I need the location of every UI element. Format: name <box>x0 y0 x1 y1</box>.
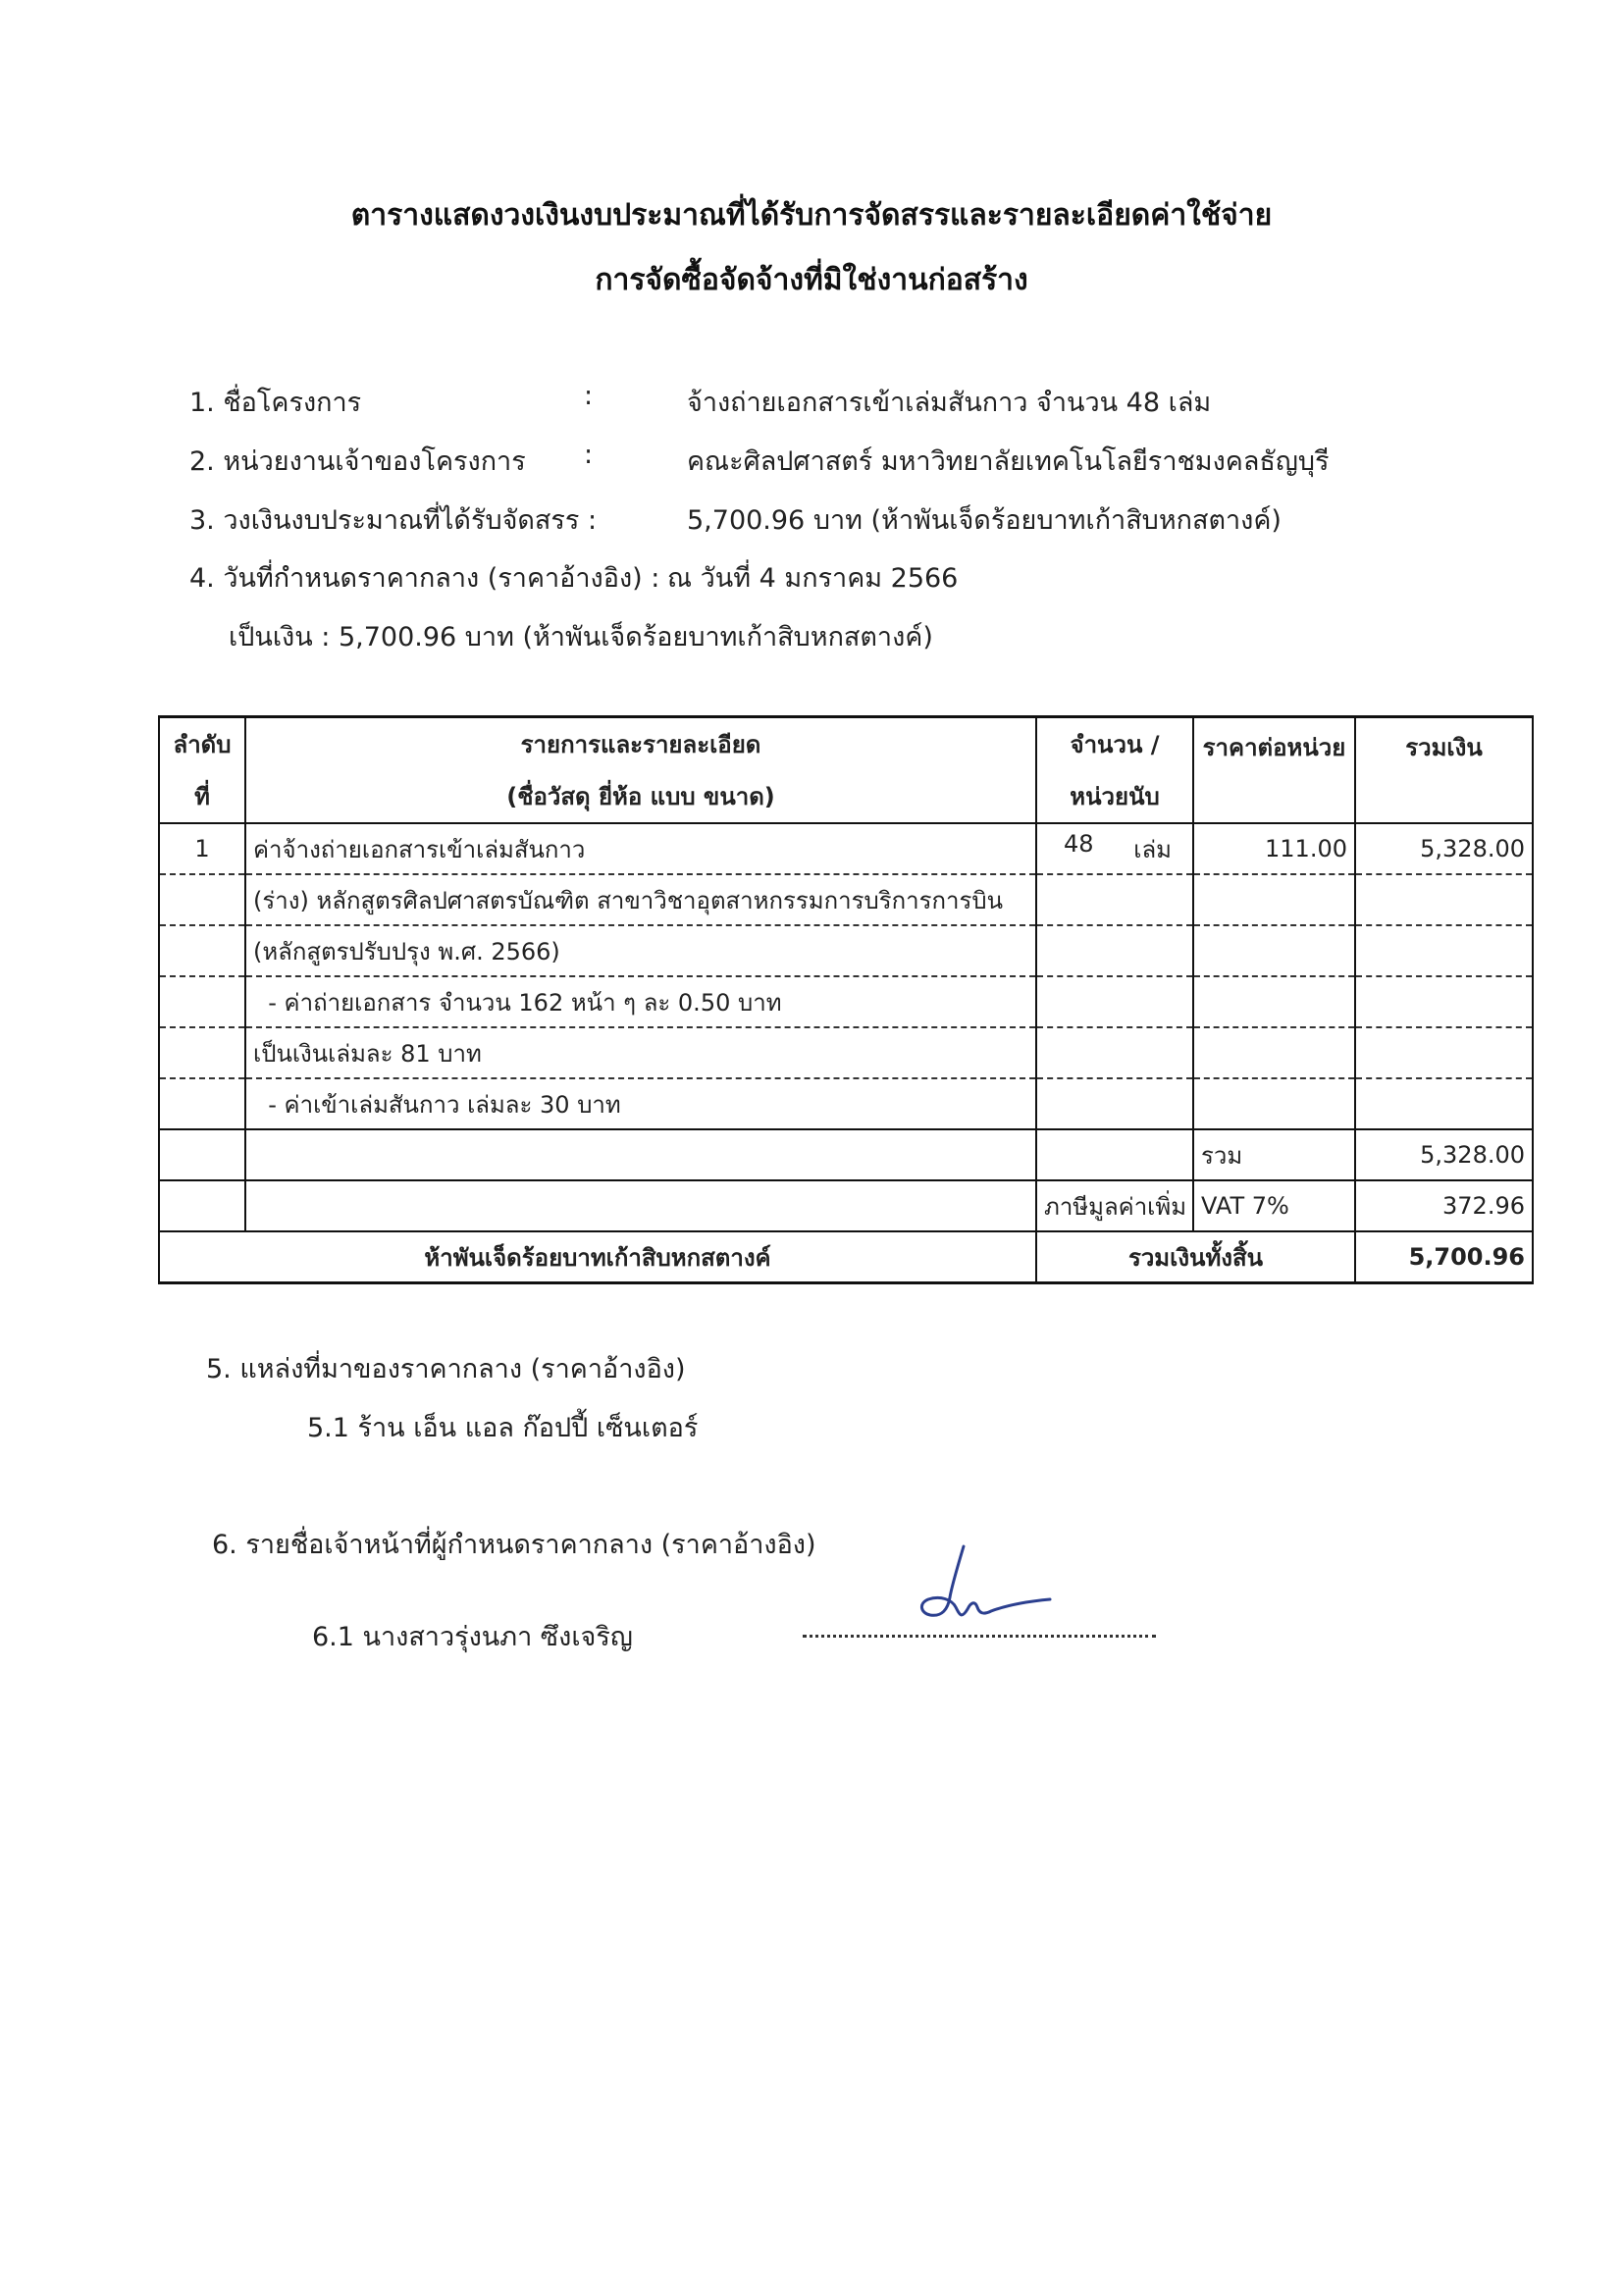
grand-total-words: ห้าพันเจ็ดร้อยบาทเก้าสิบหกสตางค์ <box>159 1231 1036 1283</box>
item-quantity <box>1036 823 1193 874</box>
reference-date-value: ณ วันที่ 4 มกราคม 2566 <box>667 563 959 594</box>
table-row <box>159 976 1533 1027</box>
detail-line: (ร่าง) หลักสูตรศิลปศาสตรบัณฑิต สาขาวิชาอุตสาหกรรมการบริการการบิน <box>245 874 1036 925</box>
grand-total-value: 5,700.96 <box>1355 1231 1533 1283</box>
source-heading: 5. แหล่งที่มาของราคากลาง (ราคาอ้างอิง) <box>206 1354 686 1384</box>
header-quantity-line2: หน่วยนับ <box>1036 770 1193 823</box>
source-item: 5.1 ร้าน เอ็น แอล ก๊อปปี้ เซ็นเตอร์ <box>307 1413 699 1443</box>
header-unit-price: ราคาต่อหน่วย <box>1193 717 1355 824</box>
item-no: 1 <box>159 823 245 874</box>
cost-table <box>158 715 1534 1284</box>
header-description: รายการและรายละเอียด <box>245 717 1036 771</box>
detail-line: เป็นเงินเล่มละ 81 บาท <box>245 1027 1036 1078</box>
item-total: 5,328.00 <box>1355 823 1533 874</box>
project-name-label: 1. ชื่อโครงการ <box>189 388 362 418</box>
item-qty-unit: เล่ม <box>1133 835 1172 863</box>
grand-total-row <box>159 1231 1533 1283</box>
budget-label: 3. วงเงินงบประมาณที่ได้รับจัดสรร : <box>189 505 598 536</box>
header-total: รวมเงิน <box>1355 717 1533 824</box>
vat-rate: VAT 7% <box>1193 1180 1355 1231</box>
agency-label: 2. หน่วยงานเจ้าของโครงการ <box>189 446 526 477</box>
vat-value: 372.96 <box>1355 1180 1533 1231</box>
grand-total-label: รวมเงินทั้งสิ้น <box>1036 1231 1355 1283</box>
agency-value: คณะศิลปศาสตร์ มหาวิทยาลัยเทคโนโลยีราชมงคลธัญบุรี <box>687 446 1330 477</box>
header-no: ลำดับ <box>159 717 245 771</box>
item-qty-value: 48 <box>1064 829 1094 858</box>
item-description: ค่าจ้างถ่ายเอกสารเข้าเล่มสันกาว <box>245 823 1036 874</box>
table-header-row <box>159 717 1533 771</box>
table-row <box>159 1078 1533 1129</box>
colon: : <box>584 381 594 411</box>
vat-row <box>159 1180 1533 1231</box>
detail-line: (หลักสูตรปรับปรุง พ.ศ. 2566) <box>245 925 1036 976</box>
header-description-line2: (ชื่อวัสดุ ยี่ห้อ แบบ ขนาด) <box>245 770 1036 823</box>
subtotal-row <box>159 1129 1533 1180</box>
officials-heading: 6. รายชื่อเจ้าหน้าที่ผู้กำหนดราคากลาง (ราคาอ้างอิง) <box>212 1530 816 1560</box>
table-row <box>159 874 1533 925</box>
document-title-line2: การจัดซื้อจัดจ้างที่มิใช่งานก่อสร้าง <box>595 263 1028 297</box>
handwritten-signature <box>913 1537 1060 1644</box>
table-row <box>159 1027 1533 1078</box>
header-no-line2: ที่ <box>159 770 245 823</box>
amount-line: เป็นเงิน : 5,700.96 บาท (ห้าพันเจ็ดร้อยบาทเก้าสิบหกสตางค์) <box>229 622 933 652</box>
vat-label: ภาษีมูลค่าเพิ่ม <box>1036 1180 1193 1231</box>
subtotal-label: รวม <box>1193 1129 1355 1180</box>
table-row <box>159 823 1533 874</box>
header-quantity: จำนวน / <box>1036 717 1193 771</box>
document-title-line1: ตารางแสดงวงเงินงบประมาณที่ได้รับการจัดสรรและรายละเอียดค่าใช้จ่าย <box>350 198 1273 233</box>
project-name-value: จ้างถ่ายเอกสารเข้าเล่มสันกาว จำนวน 48 เล่ม <box>687 388 1212 418</box>
detail-line: - ค่าเข้าเล่มสันกาว เล่มละ 30 บาท <box>245 1078 1036 1129</box>
item-unit-price: 111.00 <box>1193 823 1355 874</box>
subtotal-value: 5,328.00 <box>1355 1129 1533 1180</box>
table-row <box>159 925 1533 976</box>
official-item: 6.1 นางสาวรุ่งนภา ซึงเจริญ <box>312 1622 633 1652</box>
detail-line: - ค่าถ่ายเอกสาร จำนวน 162 หน้า ๆ ละ 0.50 บาท <box>245 976 1036 1027</box>
reference-date-label: 4. วันที่กำหนดราคากลาง (ราคาอ้างอิง) : <box>189 563 660 594</box>
budget-value: 5,700.96 บาท (ห้าพันเจ็ดร้อยบาทเก้าสิบหกสตางค์) <box>687 505 1282 536</box>
colon: : <box>584 440 594 470</box>
